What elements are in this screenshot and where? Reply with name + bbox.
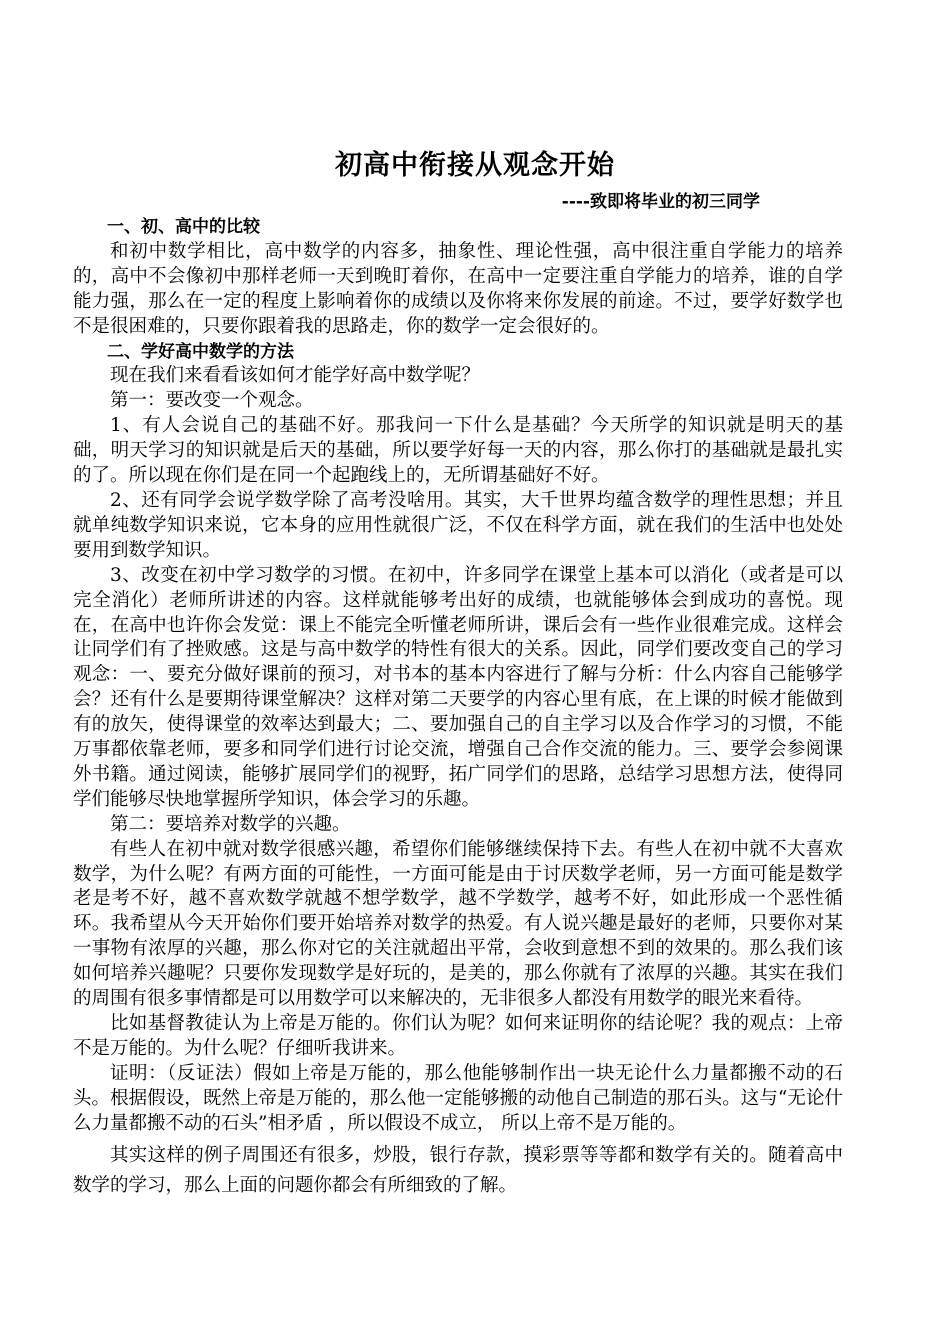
paragraph: 3、改变在初中学习数学的习惯。在初中，许多同学在课堂上基本可以消化（或者是可以完全消化）老师所讲述的内容。这样就能够考出好的成绩，也就能够体会到成功的喜悦。现在，在高中也许你会发觉：课上不能完全听懂老师所讲，课后会有一些作业很难完成。这样会让同学们有了挫败感。这是与高中数学的特性有很大的关系。因此，同学们要改变自己的学习观念：一、要充分做好课前的预习，对书本的基本内容进行了解与分析：什么内容自己能够学会？还有什么是要期待课堂解决？这样对第二天要学的内容心里有底，在上课的时候才能做到有的放矢，使得课堂的效率达到最大；二、要加强自己的自主学习以及合作学习的习惯，不能万事都依靠老师，要多和同学们进行讨论交流，增强自己合作交流的能力。三、要学会参阅课外书籍。通过阅读，能够扩展同学们的视野，拓广同学们的思路，总结学习思想方法，使得同学们能够尽快地掌握所学知识，体会学习的乐趣。 bbox=[73, 564, 843, 810]
paragraph: 第二：要培养对数学的兴趣。 bbox=[110, 813, 351, 835]
paragraph: 其实这样的例子周围还有很多，炒股，银行存款，摸彩票等等都和数学有关的。随着高中数学的学习，那么上面的问题你都会有所细致的了解。 bbox=[73, 1144, 843, 1196]
paragraph: 和初中数学相比，高中数学的内容多，抽象性、理论性强，高中很注重自学能力的培养的，高中不会像初中那样老师一天到晚盯着你，在高中一定要注重自学能力的培养，谁的自学能力强，那么在一定的程度上影响着你的成绩以及你将来你发展的前途。不过，要学好数学也不是很困难的，只要你跟着我的思路走，你的数学一定会很好的。 bbox=[73, 240, 843, 337]
paragraph: 有些人在初中就对数学很感兴趣，希望你们能够继续保持下去。有些人在初中就不大喜欢数学，为什么呢？有两方面的可能性，一方面可能是由于讨厌数学老师，另一方面可能是数学老是考不好，越不喜欢数学就越不想学数学，越不学数学，越考不好，如此形成一个恶性循环。我希望从今天开始你们要开始培养对数学的热爱。有人说兴趣是最好的老师，只要你对某一事物有浓厚的兴趣，那么你对它的关注就超出平常，会收到意想不到的效果的。那么我们该如何培养兴趣呢？只要你发现数学是好玩的，是美的，那么你就有了浓厚的兴趣。其实在我们的周围有很多事情都是可以用数学可以来解决的，无非很多人都没有用数学的眼光来看待。 bbox=[73, 838, 843, 1010]
paragraph: 2、还有同学会说学数学除了高考没啥用。其实，大千世界均蕴含数学的理性思想；并且就单纯数学知识来说，它本身的应用性就很广泛，不仅在科学方面，就在我们的生活中也处处要用到数学知识。 bbox=[73, 489, 843, 561]
paragraph: 现在我们来看看该如何才能学好高中数学呢？ bbox=[110, 365, 481, 387]
paragraph: 比如基督教徒认为上帝是万能的。你们认为呢？如何来证明你的结论呢？我的观点：上帝不是万能的。为什么呢？仔细听我讲来。 bbox=[73, 1013, 843, 1059]
paragraph: 第一：要改变一个观念。 bbox=[110, 390, 314, 412]
paragraph: 证明：（反证法）假如上帝是万能的，那么他能够制作出一块无论什么力量都搬不动的石头。根据假设，既然上帝是万能的，那么他一定能够搬的动他自己制造的那石头。这与“无论什么力量都搬不动的石头”相矛盾 ，所以假设不成立， 所以上帝不是万能的。 bbox=[73, 1062, 843, 1134]
document-body bbox=[73, 215, 843, 1201]
document-subtitle: ----致即将毕业的初三同学 bbox=[561, 192, 760, 212]
paragraph: 1、有人会说自己的基础不好。那我问一下什么是基础？今天所学的知识就是明天的基础，明天学习的知识就是后天的基础，所以要学好每一天的内容，那么你打的基础就是最扎实的了。所以现在你们是在同一个起跑线上的，无所谓基础好不好。 bbox=[73, 415, 843, 487]
section-heading-comparison: 一、初、高中的比较 bbox=[107, 217, 260, 237]
document-title: 初高中衔接从观念开始 bbox=[335, 150, 615, 181]
section-heading-methods: 二、学好高中数学的方法 bbox=[107, 341, 294, 362]
